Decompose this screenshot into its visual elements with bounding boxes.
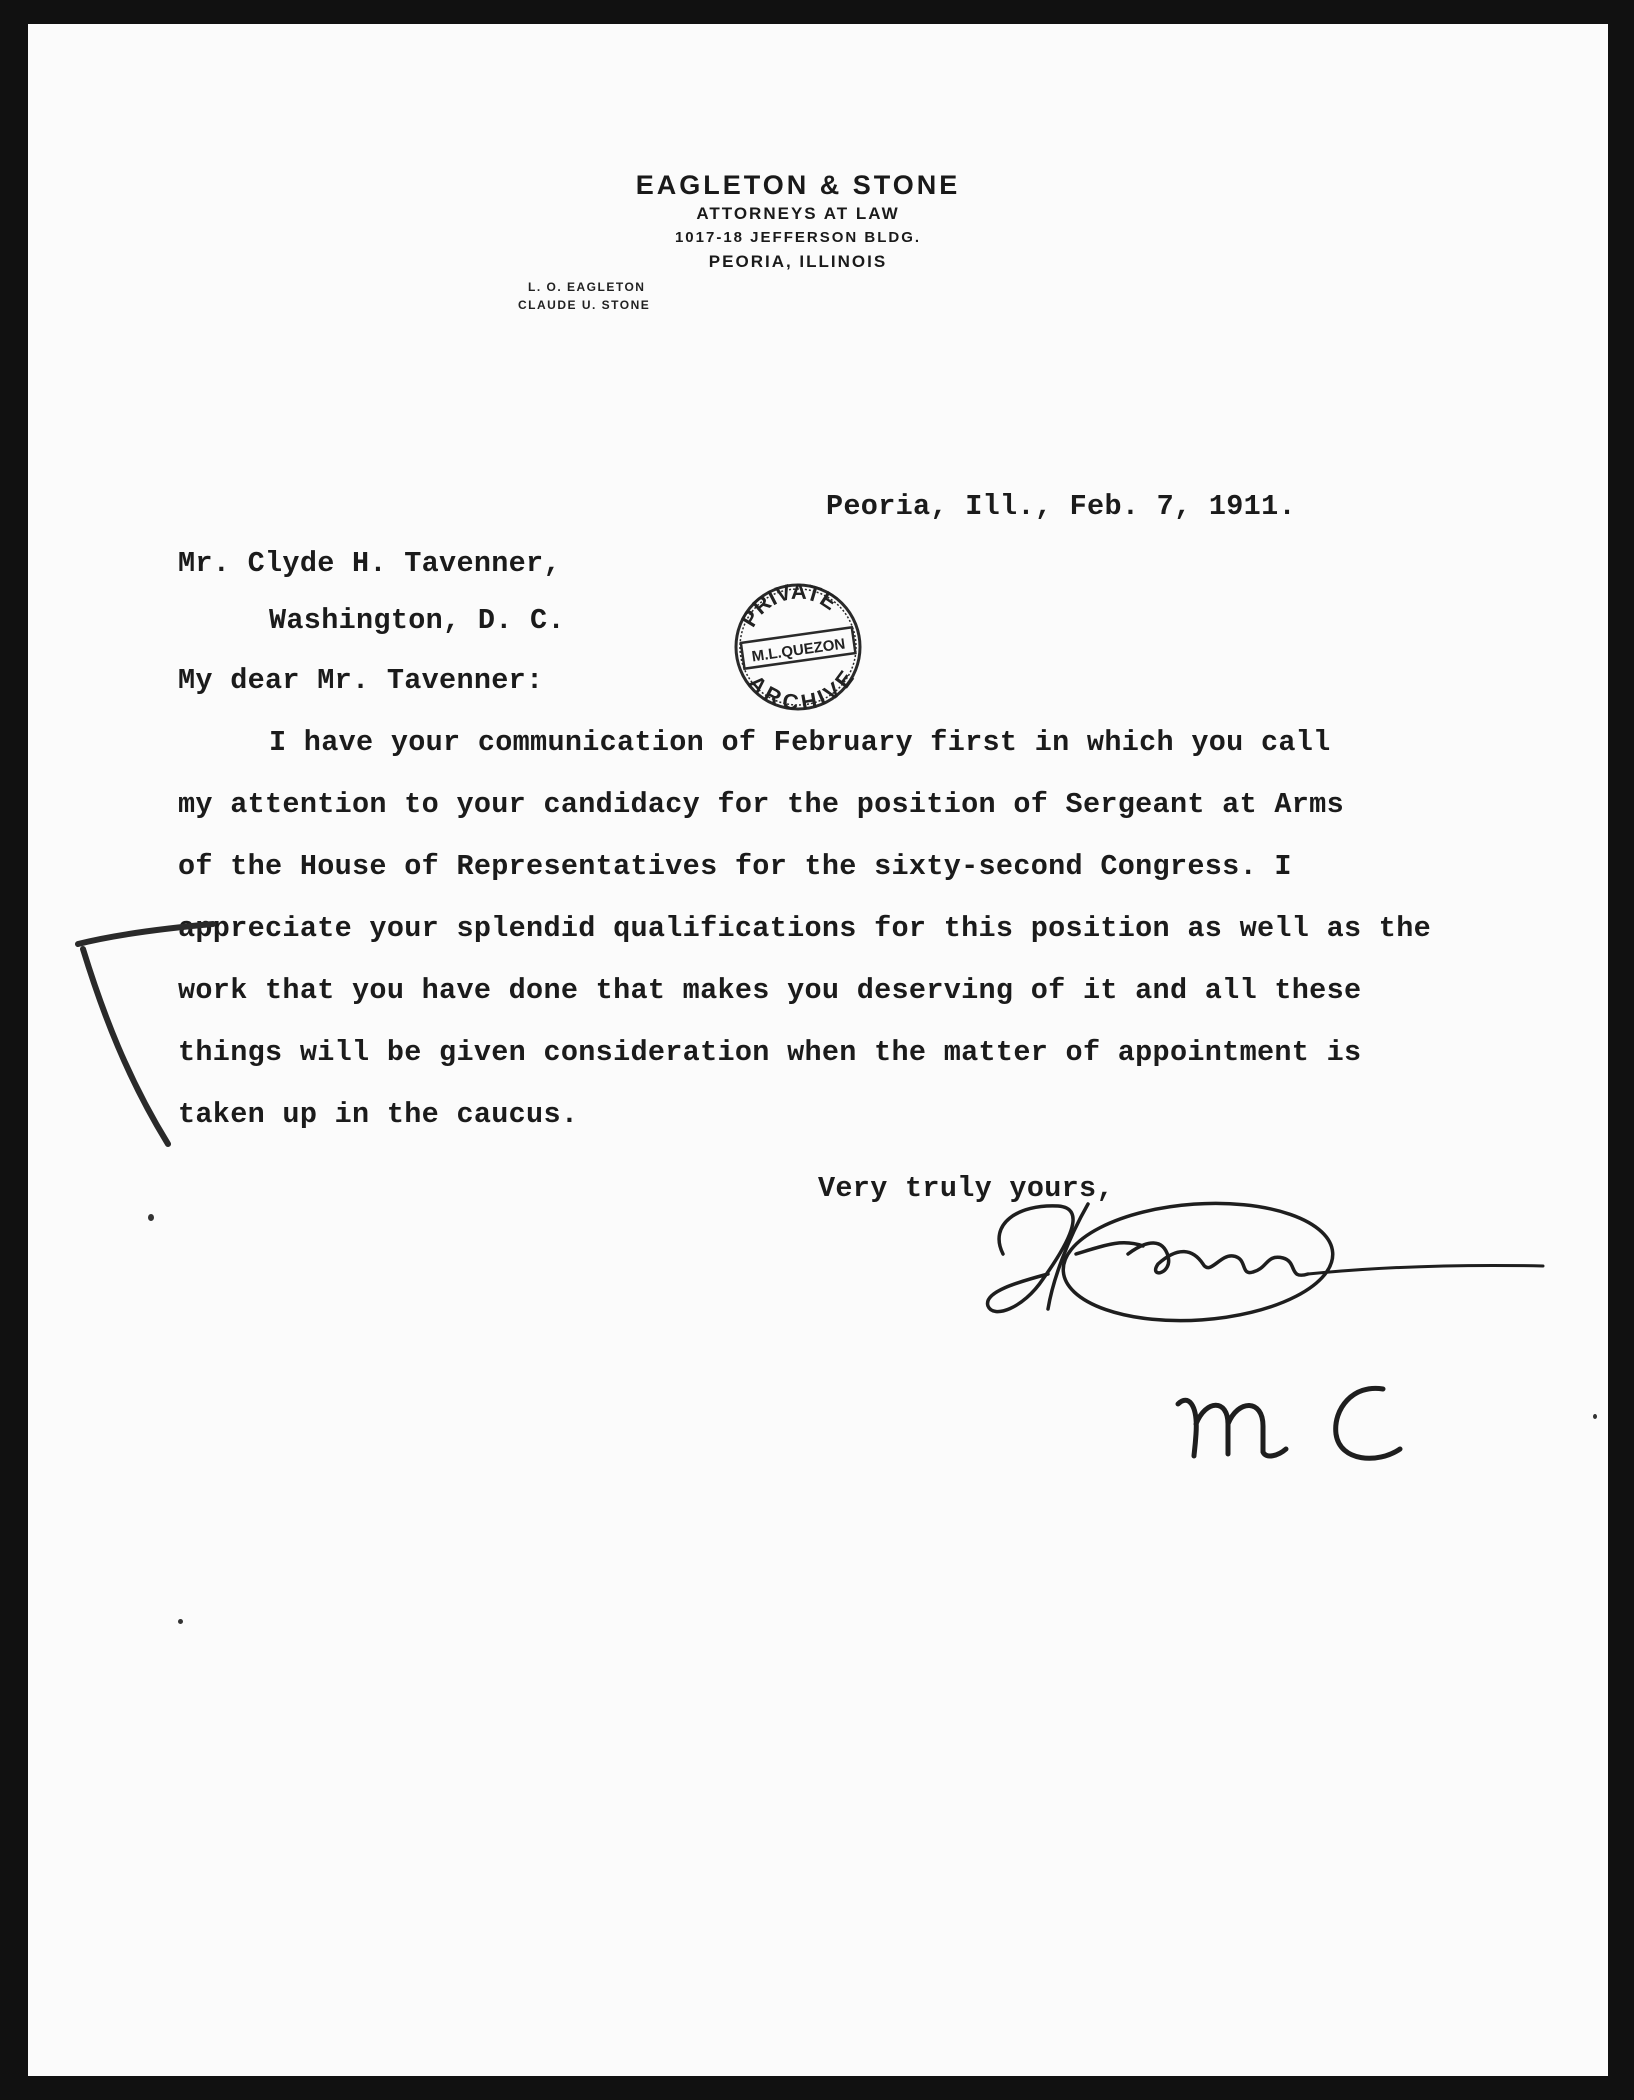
closing: Very truly yours, (818, 1172, 1114, 1205)
handwritten-signature (948, 1184, 1548, 1344)
archive-stamp (728, 577, 868, 717)
handwritten-initials (1168, 1364, 1448, 1474)
body-line: my attention to your candidacy for the position of Sergeant at Arms (178, 788, 1344, 821)
letterhead-address: 1017-18 JEFFERSON BLDG. (674, 229, 922, 246)
partner-name: L. O. EAGLETON (528, 280, 646, 294)
letterhead-firm-name: EAGLETON & STONE (635, 170, 961, 200)
letterhead-city: PEORIA, ILLINOIS (708, 252, 888, 271)
ink-speck (148, 1214, 154, 1221)
letterhead-partners (518, 278, 650, 314)
body-line: things will be given consideration when the matter of appointment is (178, 1036, 1362, 1069)
recipient-place: Washington, D. C. (269, 604, 565, 637)
ink-speck (178, 1619, 183, 1624)
stamp-top-text: PRIVATE (735, 578, 842, 632)
body-line: I have your communication of February first in which you call (269, 726, 1331, 759)
stamp-bottom-text: ARCHIVE (743, 666, 859, 716)
body-line: of the House of Representatives for the sixty-second Congress. I (178, 850, 1292, 883)
salutation: My dear Mr. Tavenner: (178, 664, 544, 697)
stamp-middle-text: M.L.QUEZON (750, 635, 847, 666)
letter-page (28, 24, 1608, 2076)
body-line: taken up in the caucus. (178, 1098, 579, 1131)
letter-date: Peoria, Ill., Feb. 7, 1911. (826, 490, 1296, 523)
body-line: work that you have done that makes you deserving of it and all these (178, 974, 1362, 1007)
partner-name: CLAUDE U. STONE (518, 298, 651, 312)
body-line: appreciate your splendid qualifications for this position as well as the (178, 912, 1431, 945)
recipient-name: Mr. Clyde H. Tavenner, (178, 547, 561, 580)
ink-speck (1593, 1414, 1597, 1419)
margin-mark (58, 904, 218, 1164)
letterhead-profession: ATTORNEYS AT LAW (696, 204, 900, 223)
